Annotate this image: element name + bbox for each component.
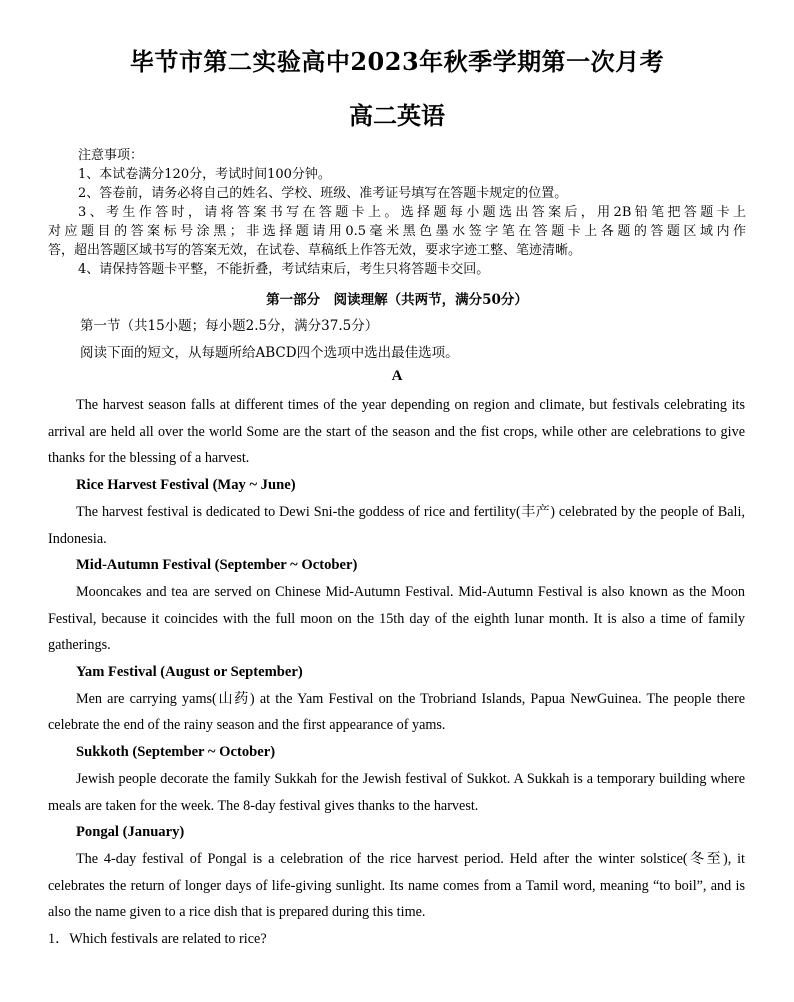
notes-item-2: 2、答卷前，请务必将自己的姓名、学校、班级、准考证号填写在答题卡规定的位置。 — [78, 186, 568, 201]
festival-heading: Rice Harvest Festival (May ~ June) — [76, 477, 296, 494]
notes-item-3-line-3: 答，超出答题区域书写的答案无效，在试卷、草稿纸上作答无效，要求字迹工整、笔迹清晰。 — [48, 243, 582, 258]
festival-text: Men are carrying yams(山药) at the Yam Festival on the Trobriand Islands, Papua NewGuinea. The people there celebrate the end of the rainy season and the first appearance of yams. — [48, 690, 745, 734]
exam-subject: 高二英语 — [349, 101, 445, 130]
section-part-1: 第一节（共15小题；每小题2.5分，满分37.5分） — [80, 318, 379, 334]
section-heading: 第一部分 阅读理解（共两节，满分50分） — [266, 292, 528, 308]
festival-text: Mooncakes and tea are served on Chinese Mid-Autumn Festival. Mid-Autumn Festival is also known as the Moon Festival, because it coincides with the full moon on the 15th day of the eighth lunar month. It is also a time of family gatherings. — [48, 583, 745, 654]
festival-heading: Yam Festival (August or September) — [76, 664, 303, 681]
notes-heading: 注意事项： — [78, 148, 144, 163]
passage-label: A — [391, 368, 403, 384]
question-1: 1．Which festivals are related to rice? — [48, 931, 267, 948]
notes-item-3-line-1: 3、考生作答时，请将答案书写在答题卡上。选择题每小题选出答案后，用2B铅笔把答题卡上 — [78, 205, 746, 220]
notes-item-3-line-2: 对应题目的答案标号涂黑；非选择题请用0.5毫米黑色墨水签字笔在答题卡上各题的答题区域内作 — [48, 224, 746, 239]
section-instruction: 阅读下面的短文，从每题所给ABCD四个选项中选出最佳选项。 — [80, 345, 459, 361]
exam-notes — [48, 146, 746, 279]
festival-text: The 4-day festival of Pongal is a celebration of the rice harvest period. Held after the winter solstice(冬至), it celebrates the return of longer days of life-giving sunlight. Its name comes from a Tamil word, meaning “to boil”, and is also the name given to a rice dish that is prepared during this time. — [48, 850, 745, 921]
festival-text: The harvest festival is dedicated to Dewi Sni-the goddess of rice and fertility(丰产) celebrated by the people of Bali, Indonesia. — [48, 503, 745, 547]
exam-title: 毕节市第二实验高中2023年秋季学期第一次月考 — [129, 47, 665, 76]
festival-text: Jewish people decorate the family Sukkah for the Jewish festival of Sukkot. A Sukkah is a temporary building where meals are taken for the week. The 8-day festival gives thanks to the harvest. — [48, 770, 745, 814]
festival-heading: Pongal (January) — [76, 824, 185, 841]
notes-item-4: 4、请保持答题卡平整，不能折叠，考试结束后，考生只将答题卡交回。 — [78, 262, 490, 277]
passage-intro: The harvest season falls at different times of the year depending on region and climate, but festivals celebrating its arrival are held all over the world Some are the start of the season and the fist crops, while other are celebrations to give thanks for the blessing of a harvest. — [48, 397, 745, 467]
festival-heading: Sukkoth (September ~ October) — [76, 744, 276, 761]
notes-item-1: 1、本试卷满分120分，考试时间100分钟。 — [78, 167, 331, 182]
passage-body — [48, 392, 745, 953]
festival-heading: Mid-Autumn Festival (September ~ October) — [76, 557, 358, 574]
